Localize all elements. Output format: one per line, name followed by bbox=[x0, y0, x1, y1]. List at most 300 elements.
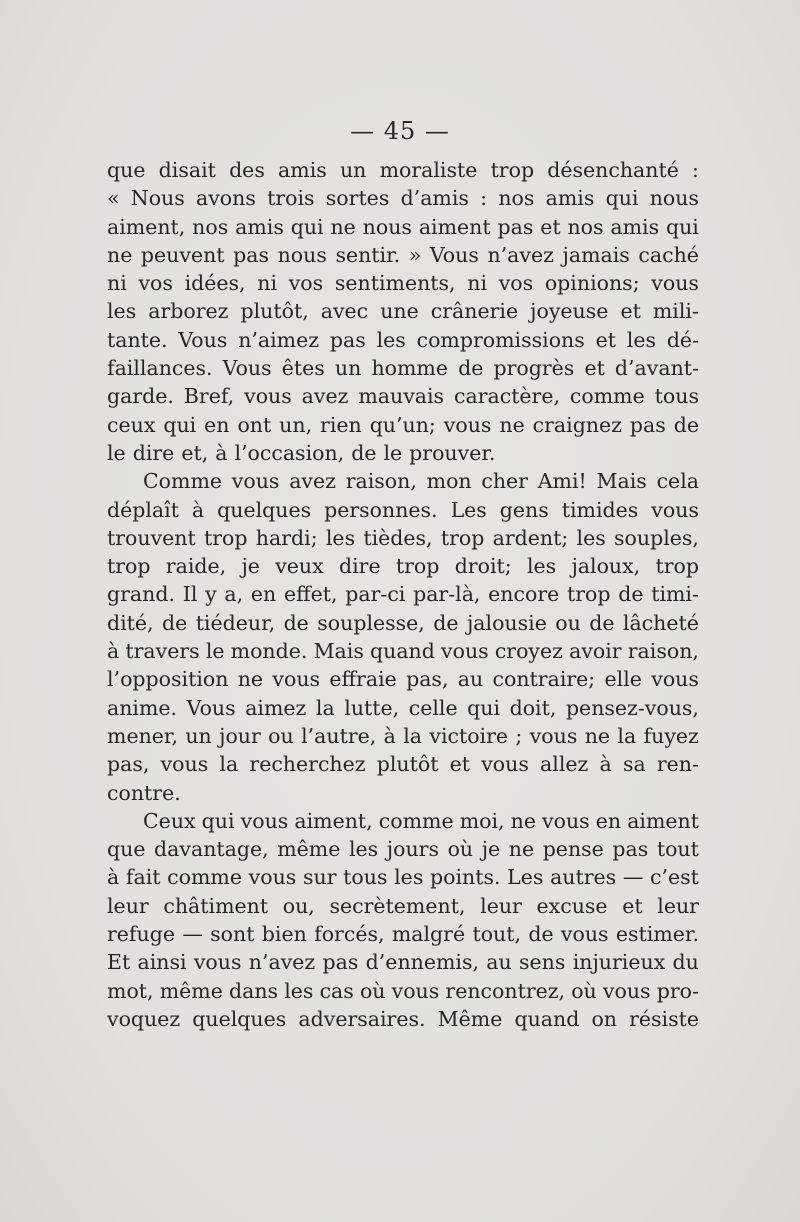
word: dire bbox=[338, 556, 381, 579]
word: ainsi bbox=[137, 952, 187, 975]
word: jaloux, bbox=[571, 556, 641, 579]
word: que bbox=[107, 839, 146, 862]
text-line bbox=[107, 613, 699, 641]
word: progrès bbox=[493, 358, 575, 381]
word: sur bbox=[302, 867, 337, 890]
word: Vous bbox=[222, 358, 272, 381]
word: qui bbox=[201, 810, 235, 833]
word: en bbox=[204, 414, 230, 437]
word: à bbox=[107, 641, 120, 664]
word: vous bbox=[240, 810, 289, 833]
text-line bbox=[107, 669, 699, 697]
word: davantage, bbox=[154, 839, 269, 862]
word: amis bbox=[235, 216, 284, 239]
word: sont bbox=[210, 924, 255, 947]
word: effraie bbox=[329, 669, 397, 692]
word: vous bbox=[391, 980, 440, 1003]
word: trouvent bbox=[107, 527, 196, 550]
word: vous bbox=[542, 810, 590, 833]
word: les bbox=[526, 556, 557, 579]
word: amis bbox=[610, 216, 660, 239]
text-line bbox=[107, 839, 699, 867]
word: : bbox=[692, 160, 699, 182]
word: êtes bbox=[281, 358, 325, 381]
word: aiment, bbox=[107, 216, 186, 239]
text-line bbox=[107, 386, 699, 414]
text-line bbox=[107, 273, 699, 301]
word: crânerie bbox=[430, 301, 519, 324]
word: pas bbox=[233, 244, 269, 267]
word: vous bbox=[651, 499, 699, 522]
word: injurieux bbox=[572, 952, 666, 975]
word: peuvent bbox=[140, 244, 225, 267]
word: la bbox=[403, 725, 422, 748]
word: « bbox=[107, 188, 120, 211]
word: Même bbox=[437, 1008, 503, 1031]
word: vous bbox=[441, 641, 489, 664]
word: raison, bbox=[345, 471, 417, 494]
word: trop bbox=[395, 556, 440, 579]
word: fait bbox=[125, 867, 161, 890]
word: nos bbox=[498, 188, 535, 211]
word: voquez bbox=[107, 1008, 181, 1031]
word: Vous bbox=[178, 329, 228, 352]
word: adversaires. bbox=[298, 1008, 426, 1031]
word: le bbox=[205, 641, 225, 664]
word: désenchanté bbox=[547, 160, 679, 182]
text-line bbox=[107, 415, 699, 443]
word: ceux bbox=[107, 414, 156, 437]
word: de bbox=[283, 612, 309, 635]
word: dans bbox=[228, 980, 279, 1003]
word: plutôt, bbox=[240, 301, 309, 324]
word: ni bbox=[467, 273, 488, 296]
word: ne bbox=[237, 669, 264, 692]
text-line bbox=[107, 217, 699, 245]
word: ont bbox=[237, 414, 272, 437]
word: l’occasion, bbox=[234, 442, 345, 465]
word: gens bbox=[499, 499, 549, 522]
word: avez bbox=[301, 386, 349, 409]
word: les bbox=[107, 301, 137, 324]
word: fuyez bbox=[643, 725, 699, 748]
word: faillances. bbox=[107, 358, 213, 381]
word: pas bbox=[329, 329, 366, 352]
word: une bbox=[380, 301, 419, 324]
word: où bbox=[447, 839, 474, 862]
word: raide, bbox=[165, 556, 227, 579]
word: vous bbox=[651, 669, 699, 692]
word: même bbox=[159, 980, 223, 1003]
word: Ceux bbox=[143, 810, 196, 833]
word: disait bbox=[158, 160, 216, 182]
word: à bbox=[383, 725, 396, 748]
word: et bbox=[595, 329, 616, 352]
word: et bbox=[584, 358, 605, 381]
word: ni bbox=[257, 273, 278, 296]
word: leur bbox=[657, 895, 699, 918]
word: quand bbox=[370, 641, 435, 664]
word: tièdes, bbox=[363, 527, 433, 550]
word: Les bbox=[507, 867, 544, 890]
word: résiste bbox=[629, 1008, 699, 1031]
text-line bbox=[107, 783, 699, 811]
word: recherchez bbox=[249, 754, 366, 777]
text-line bbox=[107, 245, 699, 273]
word: aimez bbox=[245, 697, 307, 720]
word: vous bbox=[443, 414, 492, 437]
word: : bbox=[480, 188, 488, 211]
word: un bbox=[339, 160, 367, 182]
word: elle bbox=[604, 669, 642, 692]
word: tante. bbox=[107, 329, 168, 352]
word: à bbox=[107, 867, 120, 890]
word: pas, bbox=[406, 669, 449, 692]
word: aiment, bbox=[294, 810, 373, 833]
word: arborez bbox=[148, 301, 229, 324]
word: jour bbox=[219, 725, 261, 748]
word: mon bbox=[426, 471, 472, 494]
word: craignez bbox=[532, 414, 622, 437]
word: comme bbox=[378, 810, 454, 833]
word: n’aimez bbox=[238, 329, 320, 352]
word: tout bbox=[656, 839, 699, 862]
word: moi, bbox=[459, 810, 505, 833]
word: nos bbox=[567, 216, 604, 239]
word: opinions; bbox=[544, 273, 640, 296]
text-line bbox=[107, 584, 699, 612]
word: pas, bbox=[107, 754, 150, 777]
word: droit; bbox=[454, 556, 512, 579]
word: cher bbox=[481, 471, 528, 494]
word: ou bbox=[555, 612, 581, 635]
word: comme bbox=[167, 867, 242, 890]
word: plutôt bbox=[376, 754, 439, 777]
word: on bbox=[591, 1008, 617, 1031]
word: qu’un; bbox=[369, 414, 436, 437]
word: jalousie bbox=[466, 612, 547, 635]
text-line bbox=[107, 698, 699, 726]
word: pas bbox=[612, 839, 649, 862]
word: et, bbox=[181, 442, 209, 465]
word: Vous bbox=[186, 697, 236, 720]
word: pense bbox=[542, 839, 604, 862]
word: hardi; bbox=[255, 527, 318, 550]
word: l’opposition bbox=[107, 669, 229, 692]
word: leur bbox=[107, 895, 149, 918]
text-line bbox=[107, 952, 699, 980]
text-line bbox=[107, 641, 699, 669]
word: souples, bbox=[614, 527, 699, 550]
word: joyeuse bbox=[530, 301, 609, 324]
text-line bbox=[107, 188, 699, 216]
word: la bbox=[617, 725, 637, 748]
text-line bbox=[107, 726, 699, 754]
word: rencontrez, bbox=[445, 980, 566, 1003]
word: vous bbox=[231, 471, 280, 494]
word: nous bbox=[277, 244, 327, 267]
word: idées, bbox=[184, 273, 246, 296]
word: nous bbox=[362, 216, 412, 239]
word: contraire; bbox=[492, 669, 596, 692]
text-line bbox=[107, 358, 699, 386]
word: au bbox=[486, 952, 512, 975]
word: contre. bbox=[107, 782, 181, 805]
text-line bbox=[107, 528, 699, 556]
word: veux bbox=[275, 556, 324, 579]
word: avec bbox=[320, 301, 369, 324]
word: un, bbox=[279, 414, 313, 437]
word: tiédeur, bbox=[195, 612, 276, 635]
word: caractère, bbox=[453, 386, 561, 409]
word: refuge bbox=[107, 924, 175, 947]
word: Comme bbox=[143, 471, 223, 494]
word: garde. bbox=[107, 386, 174, 409]
word: déplaît bbox=[107, 499, 179, 522]
text-line bbox=[107, 896, 699, 924]
word: aiment bbox=[418, 216, 491, 239]
word: pensez-vous, bbox=[565, 697, 699, 720]
word: qui bbox=[163, 414, 197, 437]
word: avoir bbox=[569, 641, 622, 664]
word: mili- bbox=[652, 301, 699, 324]
word: tous bbox=[654, 386, 699, 409]
word: Bref, bbox=[183, 386, 235, 409]
word: vous bbox=[272, 669, 321, 692]
word: tous bbox=[343, 867, 388, 890]
text-line bbox=[107, 471, 699, 499]
word: grand. bbox=[107, 584, 175, 607]
word: Ami! bbox=[537, 471, 587, 494]
word: vos bbox=[288, 273, 324, 296]
word: mot, bbox=[107, 980, 154, 1003]
word: à bbox=[215, 442, 228, 465]
word: ardent; bbox=[492, 527, 569, 550]
word: la bbox=[219, 754, 239, 777]
text-line bbox=[107, 867, 699, 895]
word: pas bbox=[629, 414, 666, 437]
word: allez bbox=[540, 754, 589, 777]
word: travers bbox=[125, 641, 200, 664]
word: trois bbox=[267, 188, 315, 211]
word: les bbox=[394, 867, 424, 890]
word: sa bbox=[622, 754, 646, 777]
word: les bbox=[376, 329, 406, 352]
word: qui bbox=[605, 188, 639, 211]
word: y bbox=[205, 584, 217, 607]
word: autres bbox=[550, 867, 617, 890]
word: sentir. bbox=[335, 244, 401, 267]
word: vous bbox=[244, 386, 292, 409]
text-line bbox=[107, 981, 699, 1009]
word: estimer. bbox=[615, 924, 699, 947]
word: timi- bbox=[651, 584, 699, 607]
word: de bbox=[673, 414, 699, 437]
word: amis bbox=[545, 188, 595, 211]
word: vous bbox=[602, 980, 651, 1003]
word: doit, bbox=[509, 697, 557, 720]
word: caché bbox=[638, 244, 699, 267]
word: les bbox=[576, 527, 606, 550]
word: lâcheté bbox=[622, 612, 699, 635]
word: rien bbox=[320, 414, 362, 437]
word: effet, bbox=[283, 584, 338, 607]
word: qui bbox=[665, 216, 699, 239]
word: souplesse, bbox=[317, 612, 425, 635]
page-number: — 45 — bbox=[350, 117, 450, 145]
word: prouver. bbox=[409, 442, 496, 465]
word: un bbox=[185, 725, 212, 748]
word: ne bbox=[107, 244, 133, 267]
text-line bbox=[107, 301, 699, 329]
word: n’avez bbox=[248, 952, 316, 975]
word: dé- bbox=[666, 329, 699, 352]
word: — bbox=[182, 924, 203, 947]
word: à bbox=[599, 754, 612, 777]
word: monde. bbox=[230, 641, 308, 664]
word: cas bbox=[319, 980, 354, 1003]
word: et bbox=[622, 895, 643, 918]
text-line bbox=[107, 330, 699, 358]
text-line bbox=[107, 556, 699, 584]
word: et bbox=[449, 754, 471, 777]
text-line bbox=[107, 500, 699, 528]
word: Mais bbox=[596, 471, 647, 494]
word: quelques bbox=[192, 1008, 287, 1031]
word: jamais bbox=[562, 244, 630, 267]
word: jours bbox=[386, 839, 439, 862]
word: vos bbox=[138, 273, 173, 296]
text-line bbox=[107, 160, 699, 188]
word: de bbox=[589, 612, 615, 635]
word: a, bbox=[224, 584, 244, 607]
word: aiment bbox=[627, 810, 699, 833]
word: trop bbox=[655, 556, 699, 579]
word: en bbox=[250, 584, 277, 607]
word: dité, bbox=[107, 612, 154, 635]
body-text bbox=[107, 160, 699, 1037]
word: celle bbox=[408, 697, 458, 720]
word: mener, bbox=[107, 725, 178, 748]
word: les bbox=[348, 839, 379, 862]
word: les bbox=[626, 329, 656, 352]
word: sortes bbox=[325, 188, 390, 211]
word: de bbox=[528, 924, 554, 947]
word: vous bbox=[248, 867, 297, 890]
word: quelques bbox=[217, 499, 312, 522]
word: sens bbox=[519, 952, 566, 975]
word: dire bbox=[132, 442, 175, 465]
word: lutte, bbox=[344, 697, 400, 720]
word: moraliste bbox=[379, 160, 478, 182]
word: les bbox=[325, 527, 356, 550]
word: de bbox=[458, 358, 484, 381]
word: d’amis bbox=[400, 188, 469, 211]
word: où bbox=[359, 980, 386, 1003]
word: vous bbox=[651, 273, 699, 296]
word: pas bbox=[497, 216, 534, 239]
word: Et bbox=[107, 952, 131, 975]
word: de bbox=[433, 612, 459, 635]
word: Mais bbox=[313, 641, 364, 664]
word: où bbox=[571, 980, 597, 1003]
word: avez bbox=[289, 471, 336, 494]
word: encore bbox=[488, 584, 560, 607]
word: un bbox=[334, 358, 362, 381]
word: que bbox=[107, 160, 146, 182]
word: d’ennemis, bbox=[365, 952, 480, 975]
word: et bbox=[540, 216, 561, 239]
word: Vous bbox=[429, 244, 479, 267]
text-line bbox=[107, 1009, 699, 1037]
word: et bbox=[620, 301, 641, 324]
word: — bbox=[622, 867, 644, 890]
word: trop bbox=[490, 160, 535, 182]
word: n’avez bbox=[487, 244, 554, 267]
word: des bbox=[229, 160, 265, 182]
word: forcés, bbox=[314, 924, 385, 947]
word: qui bbox=[467, 697, 501, 720]
word: ne bbox=[499, 414, 525, 437]
word: leur bbox=[480, 895, 522, 918]
word: du bbox=[672, 952, 699, 975]
word: ne bbox=[510, 810, 536, 833]
word: nous bbox=[649, 188, 699, 211]
word: de bbox=[162, 612, 188, 635]
word: croyez bbox=[494, 641, 563, 664]
word: trop bbox=[440, 527, 485, 550]
text-line bbox=[107, 754, 699, 782]
word: vous bbox=[481, 754, 529, 777]
word: excuse bbox=[536, 895, 608, 918]
word: Les bbox=[450, 499, 487, 522]
word: secrètement, bbox=[329, 895, 466, 918]
word: trop bbox=[566, 584, 611, 607]
word: vous bbox=[193, 952, 242, 975]
word: nos bbox=[192, 216, 229, 239]
word: c’est bbox=[650, 867, 699, 890]
word: Nous bbox=[130, 188, 185, 211]
word: vous bbox=[529, 725, 578, 748]
word: je bbox=[241, 556, 260, 579]
word: ; bbox=[515, 725, 523, 748]
word: bien bbox=[261, 924, 307, 947]
text-line bbox=[107, 443, 699, 471]
word: de bbox=[618, 584, 644, 607]
word: victoire bbox=[429, 725, 509, 748]
word: points. bbox=[430, 867, 501, 890]
word: quand bbox=[514, 1008, 580, 1031]
word: timides bbox=[561, 499, 639, 522]
word: ou, bbox=[282, 895, 315, 918]
word: ne bbox=[508, 839, 535, 862]
word: anime. bbox=[107, 697, 178, 720]
word: vous bbox=[560, 924, 609, 947]
word: pro- bbox=[656, 980, 699, 1003]
word: en bbox=[595, 810, 622, 833]
word: châtiment bbox=[163, 895, 269, 918]
word: par-là, bbox=[413, 584, 481, 607]
word: personnes. bbox=[324, 499, 438, 522]
word: mauvais bbox=[358, 386, 445, 409]
word: par-ci bbox=[345, 584, 406, 607]
text-line bbox=[107, 811, 699, 839]
word: le bbox=[383, 442, 403, 465]
word: ren- bbox=[656, 754, 699, 777]
word: tout, bbox=[472, 924, 521, 947]
word: malgré bbox=[391, 924, 466, 947]
word: ou bbox=[268, 725, 294, 748]
